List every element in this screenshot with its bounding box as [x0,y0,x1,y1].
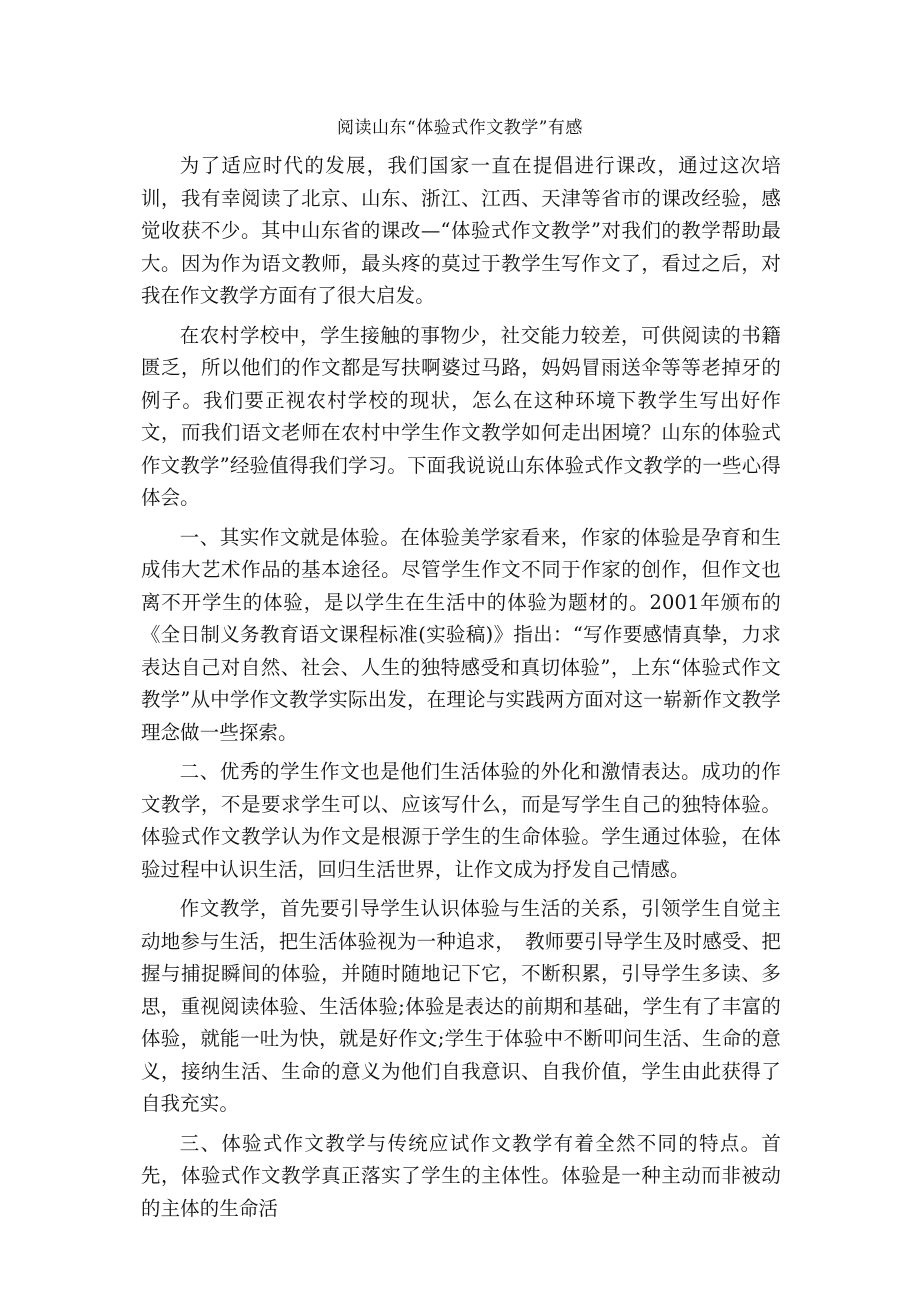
paragraph-5: 作文教学，首先要引导学生认识体验与生活的关系，引领学生自觉主动地参与生活，把生活体验视为一种追求， 教师要引导学生及时感受、把握与捕捉瞬间的体验，并随时随地记下它，不断积累，引导学生多读、多思，重视阅读体验、生活体验;体验是表达的前期和基础，学生有了丰富的体验，就能一吐为快，就是好作文;学生于体验中不断叩问生活、生命的意义，接纳生活、生命的意义为他们自我意识、自我价值，学生由此获得了自我充实。 [141,897,781,1115]
paragraph-3: 一、其实作文就是体验。在体验美学家看来，作家的体验是孕育和生成伟大艺术作品的基本途径。尽管学生作文不同于作家的创作，但作文也离不开学生的体验，是以学生在生活中的体验为题材的。2001年颁布的《全日制义务教育语文课程标准(实验稿)》指出：“写作要感情真挚，力求表达自己对自然、社会、人生的独特感受和真切体验”，上东“体验式作文教学”从中学作文教学实际出发，在理论与实践两方面对这一崭新作文教学理念做一些探索。 [141,525,781,744]
paragraph-4: 二、优秀的学生作文也是他们生活体验的外化和激情表达。成功的作文教学，不是要求学生可以、应该写什么，而是写学生自己的独特体验。体验式作文教学认为作文是根源于学生的生命体验。学生通过体验，在体验过程中认识生活，回归生活世界，让作文成为抒发自己情感。 [141,760,781,881]
document-title: 阅读山东“体验式作文教学”有感 [337,118,583,138]
document-body [141,150,781,1225]
paragraph-2: 在农村学校中，学生接触的事物少，社交能力较差，可供阅读的书籍匮乏，所以他们的作文都是写扶啊婆过马路，妈妈冒雨送伞等等老掉牙的例子。我们要正视农村学校的现状，怎么在这种环境下教学生写出好作文，而我们语文老师在农村中学生作文教学如何走出困境？山东的体验式作文教学”经验值得我们学习。下面我说说山东体验式作文教学的一些心得体会。 [141,323,781,509]
paragraph-1: 为了适应时代的发展，我们国家一直在提倡进行课改，通过这次培训，我有幸阅读了北京、山东、浙江、江西、天津等省市的课改经验，感觉收获不少。其中山东省的课改—“体验式作文教学”对我们的教学帮助最大。因为作为语文教师，最头疼的莫过于教学生写作文了，看过之后，对我在作文教学方面有了很大启发。 [141,154,781,307]
paragraph-6: 三、体验式作文教学与传统应试作文教学有着全然不同的特点。首先，体验式作文教学真正落实了学生的主体性。体验是一种主动而非被动的主体的生命活 [141,1131,781,1220]
